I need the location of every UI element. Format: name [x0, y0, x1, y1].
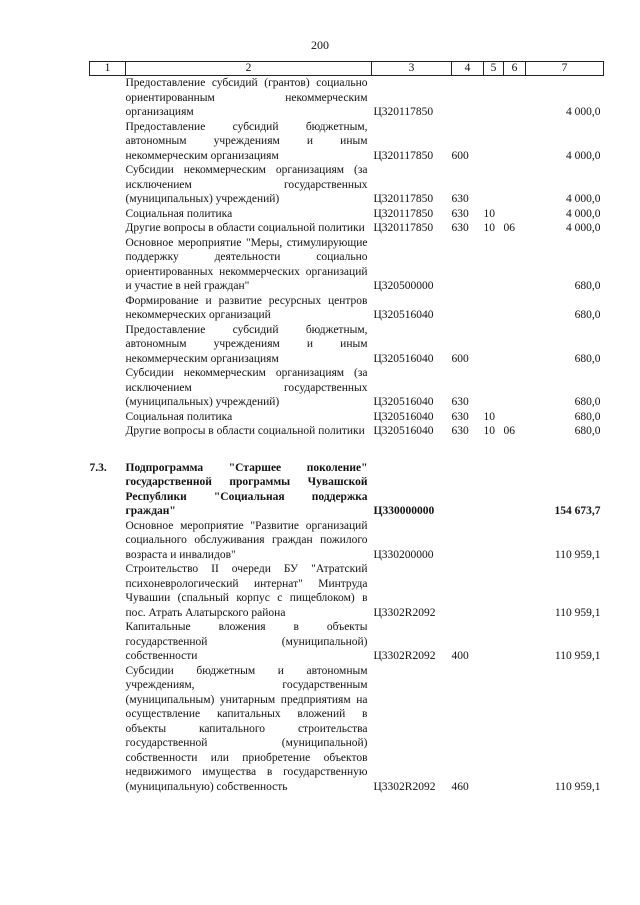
subsection	[504, 323, 526, 367]
expense-type: 630	[451, 425, 469, 437]
expense-type: 630	[451, 396, 469, 408]
row-amount: 4 000,0	[566, 207, 601, 220]
target-code: Ц330200000	[373, 548, 434, 561]
expense-type	[452, 76, 484, 120]
subsection: 06	[503, 425, 515, 437]
row-number	[90, 519, 126, 563]
column-header: 5	[484, 62, 504, 76]
subsection	[504, 410, 526, 425]
section	[484, 76, 504, 120]
spacer-row	[90, 439, 604, 461]
table-row	[90, 163, 604, 207]
target-code: Ц320117850	[373, 149, 434, 162]
expense-type	[452, 236, 484, 294]
table-row	[90, 366, 604, 410]
row-name: Подпрограмма "Старшее поколение" государственной программы Чувашской Республики "Социальная поддержка граждан"	[125, 461, 368, 517]
subsection	[504, 236, 526, 294]
row-number	[90, 120, 126, 164]
row-number	[90, 221, 126, 236]
row-name: Другие вопросы в области социальной политики	[125, 425, 365, 437]
target-code: Ц3302R2092	[373, 780, 436, 793]
section	[484, 620, 504, 664]
table-body	[90, 76, 604, 795]
table-row	[90, 424, 604, 439]
subsection	[504, 620, 526, 664]
table-row	[90, 236, 604, 294]
table-row	[90, 461, 604, 519]
subsection	[504, 120, 526, 164]
expense-type	[452, 519, 484, 563]
target-code: Ц320516040	[373, 396, 434, 408]
target-code: Ц320516040	[373, 410, 434, 423]
section	[484, 120, 504, 164]
section: 10	[483, 425, 495, 437]
row-amount: 680,0	[574, 280, 601, 292]
target-code: Ц320516040	[373, 352, 434, 365]
expense-type	[452, 294, 484, 323]
expense-type: 400	[451, 650, 469, 662]
row-name: Субсидии бюджетным и автономным учреждениям, государственным (муниципальным) унитарным предприятиям на осуществление капитальных вложений в объекты капитального строительства государственной (муниципальной) собственности или приобретение объектов недвижимого имущества в государственную (муниципальную) собственность	[125, 664, 368, 793]
row-name: Социальная политика	[125, 410, 233, 423]
row-name: Строительство II очереди БУ "Атратский психоневрологический интернат" Минтруда Чувашии (спальный корпус с пищеблоком) в пос. Атрать Алатырского района	[125, 563, 368, 619]
row-number	[90, 323, 126, 367]
row-amount: 110 959,1	[554, 606, 601, 619]
row-number	[90, 620, 126, 664]
target-code: Ц330000000	[373, 505, 435, 517]
subsection	[504, 207, 526, 222]
target-code: Ц320516040	[373, 425, 434, 437]
row-number	[90, 294, 126, 323]
row-amount: 110 959,1	[554, 548, 601, 561]
table-row	[90, 410, 604, 425]
subsection	[504, 294, 526, 323]
column-header: 7	[526, 62, 604, 76]
row-name: Капитальные вложения в объекты государственной (муниципальной) собственности	[125, 621, 368, 662]
row-number	[90, 236, 126, 294]
column-header: 1	[90, 62, 126, 76]
target-code: Ц320117850	[373, 193, 434, 205]
budget-table	[89, 61, 604, 794]
table-row	[90, 294, 604, 323]
target-code: Ц320117850	[373, 106, 434, 118]
expense-type	[452, 562, 484, 620]
row-name: Предоставление субсидий (грантов) социально ориентированным некоммерческим организациям	[125, 77, 368, 118]
page-number: 200	[311, 38, 329, 52]
section	[484, 664, 504, 795]
row-amount: 680,0	[574, 396, 601, 408]
section	[484, 562, 504, 620]
column-header: 3	[372, 62, 452, 76]
section	[484, 461, 504, 519]
row-name: Субсидии некоммерческим организациям (за исключением государственных (муниципальных) учреждений)	[125, 367, 368, 408]
subsection	[504, 461, 526, 519]
section	[484, 236, 504, 294]
section: 10	[483, 410, 495, 423]
column-header: 4	[452, 62, 484, 76]
section	[484, 163, 504, 207]
row-number: 7.3.	[89, 461, 107, 474]
row-amount: 680,0	[574, 309, 601, 321]
section	[484, 519, 504, 563]
row-number	[90, 76, 126, 120]
row-amount: 110 959,1	[554, 650, 601, 662]
row-amount: 680,0	[574, 352, 601, 365]
expense-type: 460	[451, 780, 469, 793]
table-row	[90, 221, 604, 236]
row-amount: 680,0	[574, 425, 601, 437]
subsection	[504, 519, 526, 563]
row-name: Основное мероприятие "Меры, стимулирующие поддержку деятельности социально ориентированных некоммерческих организаций и участие в ней граждан"	[125, 236, 368, 292]
expense-type: 600	[451, 352, 469, 365]
table-header-row	[90, 62, 604, 76]
table-row	[90, 519, 604, 563]
table-row	[90, 323, 604, 367]
row-number	[90, 366, 126, 410]
subsection	[504, 664, 526, 795]
section	[484, 366, 504, 410]
section	[484, 323, 504, 367]
row-number	[90, 562, 126, 620]
target-code: Ц320500000	[373, 280, 434, 292]
target-code: Ц320117850	[373, 222, 434, 234]
section: 10	[483, 207, 495, 220]
row-number	[90, 163, 126, 207]
expense-type: 630	[451, 207, 469, 220]
row-amount: 4 000,0	[566, 149, 601, 162]
expense-type: 630	[451, 222, 469, 234]
row-name: Предоставление субсидий бюджетным, автономным учреждениям и иным некоммерческим организациям	[125, 323, 368, 365]
table-row	[90, 120, 604, 164]
subsection	[504, 562, 526, 620]
column-header: 2	[126, 62, 372, 76]
row-amount: 4 000,0	[566, 106, 601, 118]
row-name: Предоставление субсидий бюджетным, автономным учреждениям и иным некоммерческим организациям	[125, 120, 368, 162]
row-amount: 4 000,0	[566, 222, 601, 234]
row-name: Основное мероприятие "Развитие организаций социального обслуживания граждан пожилого возраста и инвалидов"	[125, 519, 368, 561]
row-number	[90, 410, 126, 425]
row-amount: 110 959,1	[554, 780, 601, 793]
column-header: 6	[504, 62, 526, 76]
table-row	[90, 562, 604, 620]
table-row	[90, 76, 604, 120]
table-row	[90, 664, 604, 795]
target-code: Ц320516040	[373, 309, 434, 321]
subsection: 06	[503, 222, 515, 234]
row-number	[90, 424, 126, 439]
row-number	[90, 207, 126, 222]
expense-type	[452, 461, 484, 519]
row-amount: 4 000,0	[566, 193, 601, 205]
row-number	[90, 664, 126, 795]
expense-type: 630	[451, 193, 469, 205]
row-amount: 154 673,7	[554, 505, 601, 517]
subsection	[504, 163, 526, 207]
row-name: Формирование и развитие ресурсных центров некоммерческих организаций	[125, 294, 368, 321]
row-name: Социальная политика	[125, 207, 233, 220]
target-code: Ц3302R2092	[373, 650, 436, 662]
table-row	[90, 620, 604, 664]
target-code: Ц320117850	[373, 207, 434, 220]
subsection	[504, 76, 526, 120]
table-row	[90, 207, 604, 222]
section	[484, 294, 504, 323]
target-code: Ц3302R2092	[373, 606, 436, 619]
section: 10	[483, 222, 495, 234]
expense-type: 600	[451, 149, 469, 162]
expense-type: 630	[451, 410, 469, 423]
row-name: Субсидии некоммерческим организациям (за исключением государственных (муниципальных) учреждений)	[125, 164, 368, 205]
row-name: Другие вопросы в области социальной политики	[125, 222, 365, 234]
row-amount: 680,0	[574, 410, 601, 423]
subsection	[504, 366, 526, 410]
